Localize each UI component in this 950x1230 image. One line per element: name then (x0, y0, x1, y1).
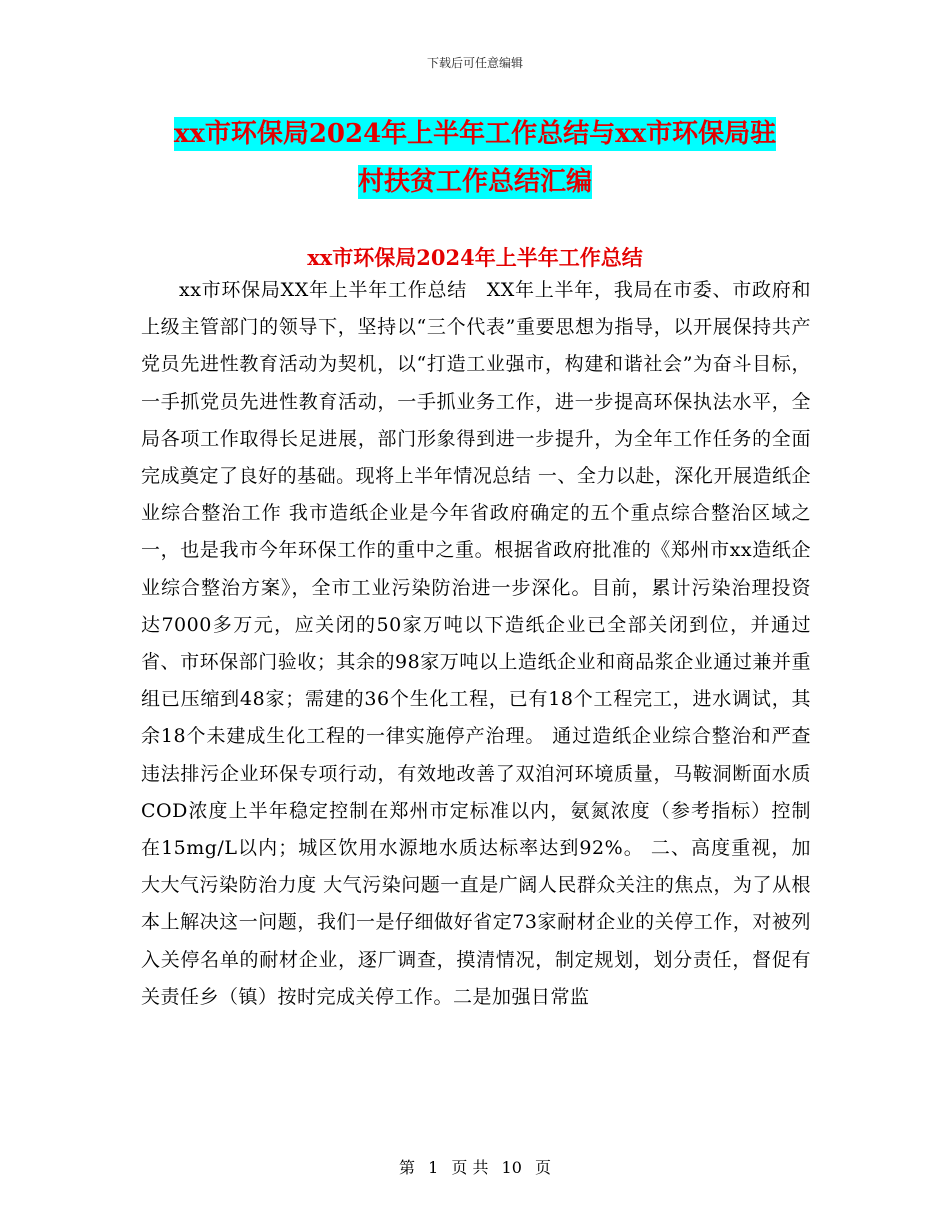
section-title: xx市环保局2024年上半年工作总结 (307, 245, 643, 270)
page-total-number: 10 (501, 1158, 522, 1177)
page-current-number: 1 (428, 1158, 439, 1177)
page-label-prefix: 第 (398, 1158, 415, 1177)
document-title-line-2: 村扶贫工作总结汇编 (357, 167, 592, 197)
section-body: xx市环保局XX年上半年工作总结 XX年上半年，我局在市委、市政府和上级主管部门的领导下，坚持以“三个代表”重要思想为指导，以开展保持共产党员先进性教育活动为契机，以“打造工业强市，构建和谐社会”为奋斗目标，一手抓党员先进性教育活动，一手抓业务工作，进一步提高环保执法水平，全局各项工作取得长足进展，部门形象得到进一步提升，为全年工作任务的全面完成奠定了良好的基础。现将上半年情况总结 一、全力以赴，深化开展造纸企业综合整治工作 我市造纸企业是今年省政府确定的五个重点综合整治区域之一，也是我市今年环保工作的重中之重。根据省政府批准的《郑州市xx造纸企业综合整治方案》，全市工业污染防治进一步深化。目前，累计污染治理投资达7000多万元，应关闭的50家万吨以下造纸企业已全部关闭到位，并通过省、市环保部门验收；其余的98家万吨以上造纸企业和商品浆企业通过兼并重组已压缩到48家；需建的36个生化工程，已有18个工程完工，进水调试，其余18个未建成生化工程的一律实施停产治理。 通过造纸企业综合整治和严查违法排污企业环保专项行动，有效地改善了双洎河环境质量，马鞍洞断面水质COD浓度上半年稳定控制在郑州市定标准以内，氨氮浓度（参考指标）控制在15mg/L以内；城区饮用水源地水质达标率达到92%。 二、高度重视，加大大气污染防治力度 大气污染问题一直是广阔人民群众关注的焦点，为了从根本上解决这一问题，我们一是仔细做好省定73家耐材企业的关停工作，对被列入关停名单的耐材企业，逐厂调查，摸清情况，制定规划，划分责任，督促有关责任乡（镇）按时完成关停工作。二是加强日常监 (141, 279, 811, 1008)
page-label-mid: 页 共 (451, 1158, 489, 1177)
page-footer (0, 1155, 950, 1178)
page-header-note: 下载后可任意编辑 (426, 56, 523, 70)
document-title (120, 110, 830, 206)
document-title-line-1: xx市环保局2024年上半年工作总结与xx市环保局驻 (173, 119, 777, 149)
page-label-suffix: 页 (535, 1158, 552, 1177)
